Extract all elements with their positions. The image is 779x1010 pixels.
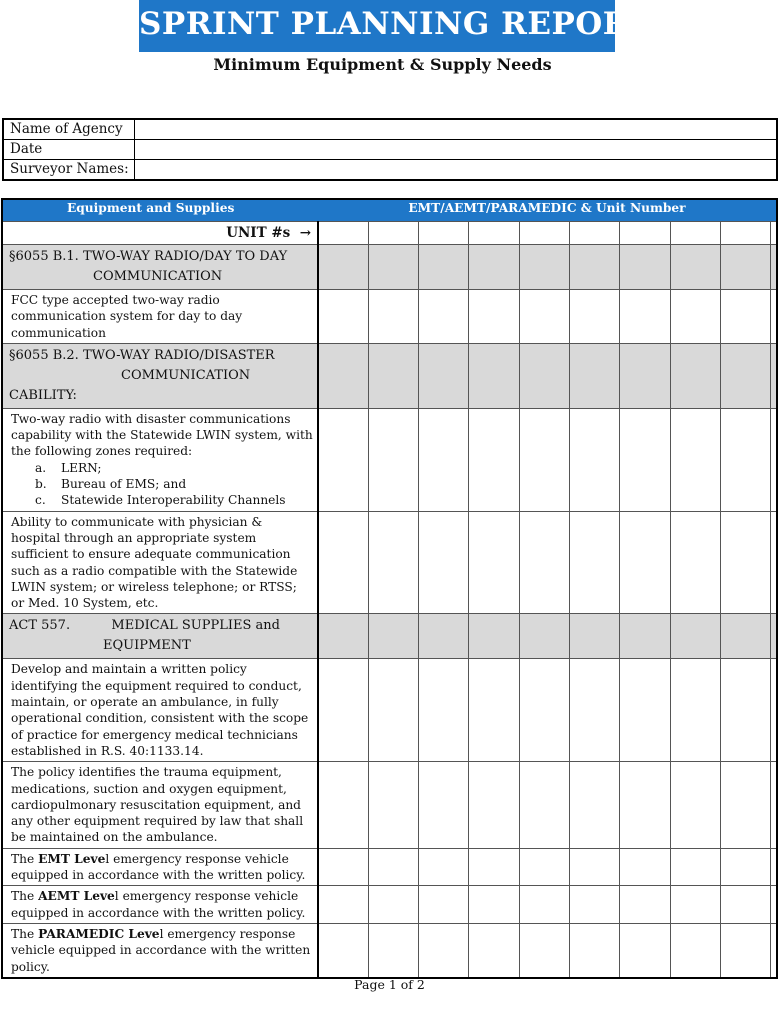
equipment-item — [2, 886, 318, 924]
info-label: Name of Agency — [3, 119, 134, 140]
check-cell[interactable] — [368, 886, 418, 924]
check-cell[interactable] — [569, 245, 619, 290]
check-cell[interactable] — [619, 290, 670, 344]
check-cell[interactable] — [418, 245, 468, 290]
item-text-pre: The — [11, 889, 39, 904]
equipment-item — [2, 923, 318, 977]
check-cell[interactable] — [519, 762, 569, 848]
date-field[interactable] — [134, 140, 777, 160]
check-cell[interactable] — [519, 245, 569, 290]
equipment-item: Develop and maintain a written policy identifying the equipment required to conduct, maintain, or operate an ambulance, in fully operational condition, consistent with the scope of practice for emergency medical technicians established in R.S. 40:1133.14. — [2, 659, 318, 762]
table-row — [2, 848, 777, 886]
check-cell[interactable] — [468, 245, 519, 290]
check-cell[interactable] — [418, 848, 468, 886]
check-cell[interactable] — [368, 408, 418, 511]
check-cell[interactable] — [519, 659, 569, 762]
section-heading-line1: ACT 557. MEDICAL SUPPLIES and — [9, 618, 280, 634]
check-cell[interactable] — [619, 762, 670, 848]
check-cell[interactable] — [368, 659, 418, 762]
item-level-bold: PARAMEDIC Leve — [38, 926, 160, 941]
check-cell[interactable] — [418, 290, 468, 344]
section-heading-line2: EQUIPMENT — [103, 638, 191, 654]
check-cell[interactable] — [720, 923, 770, 977]
section-heading-line2: COMMUNICATION — [93, 269, 223, 284]
check-cell[interactable] — [368, 245, 418, 290]
equipment-item — [2, 408, 318, 511]
check-cell[interactable] — [569, 408, 619, 511]
unit-number-cell[interactable] — [619, 222, 670, 245]
section-heading-line1: §6055 B.1. TWO-WAY RADIO/DAY TO DAY — [9, 249, 288, 264]
check-cell[interactable] — [670, 848, 720, 886]
check-cell[interactable] — [720, 762, 770, 848]
surveyor-names-field[interactable] — [134, 160, 777, 181]
check-cell[interactable] — [468, 614, 519, 659]
check-cell[interactable] — [318, 762, 368, 848]
check-cell[interactable] — [770, 762, 777, 848]
unit-number-cell[interactable] — [368, 222, 418, 245]
check-cell[interactable] — [368, 762, 418, 848]
item-intro: Two-way radio with disaster communications capability with the Statewide LWIN system, with the following zones required: — [11, 411, 313, 459]
unit-number-cell[interactable] — [468, 222, 519, 245]
check-cell[interactable] — [468, 886, 519, 924]
section-row — [2, 245, 777, 290]
check-cell[interactable] — [318, 923, 368, 977]
check-cell[interactable] — [368, 343, 418, 408]
check-cell[interactable] — [318, 290, 368, 344]
check-cell[interactable] — [569, 511, 619, 614]
equipment-item: Ability to communicate with physician & hospital through an appropriate system sufficient to ensure adequate communication such as a radio compatible with the Statewide LWIN system; or wireless telephone; or RTSS; or Med. 10 System, etc. — [2, 511, 318, 614]
unit-number-cell[interactable] — [770, 222, 777, 245]
section-heading-line2: COMMUNICATION CABILITY: — [9, 367, 251, 403]
table-row — [2, 659, 777, 762]
check-cell[interactable] — [468, 511, 519, 614]
check-cell[interactable] — [318, 886, 368, 924]
check-cell[interactable] — [468, 343, 519, 408]
item-text-post: l emergency response vehicle equipped in accordance with the written policy. — [11, 889, 306, 920]
check-cell[interactable] — [318, 245, 368, 290]
table-header-row — [2, 199, 777, 222]
check-cell[interactable] — [468, 659, 519, 762]
item-text-pre: The — [11, 851, 39, 866]
check-cell[interactable] — [318, 614, 368, 659]
check-cell[interactable] — [619, 923, 670, 977]
check-cell[interactable] — [619, 614, 670, 659]
check-cell[interactable] — [318, 408, 368, 511]
check-cell[interactable] — [519, 923, 569, 977]
unit-number-cell[interactable] — [519, 222, 569, 245]
agency-name-field[interactable] — [134, 119, 777, 140]
table-row — [2, 886, 777, 924]
units-label-text: UNIT #s — [226, 225, 291, 241]
check-cell[interactable] — [619, 408, 670, 511]
info-row-agency — [3, 119, 777, 140]
check-cell[interactable] — [619, 245, 670, 290]
check-cell[interactable] — [418, 343, 468, 408]
info-row-date — [3, 140, 777, 160]
zone-marker: c. — [35, 493, 46, 508]
check-cell[interactable] — [770, 245, 777, 290]
check-cell[interactable] — [619, 886, 670, 924]
check-cell[interactable] — [670, 408, 720, 511]
check-cell[interactable] — [569, 848, 619, 886]
check-cell[interactable] — [468, 762, 519, 848]
unit-numbers-row — [2, 222, 777, 245]
check-cell[interactable] — [720, 886, 770, 924]
zone-item — [11, 460, 313, 476]
info-row-surveyors — [3, 160, 777, 181]
check-cell[interactable] — [569, 659, 619, 762]
check-cell[interactable] — [670, 762, 720, 848]
table-row — [2, 290, 777, 344]
check-cell[interactable] — [770, 511, 777, 614]
check-cell[interactable] — [368, 923, 418, 977]
check-cell[interactable] — [519, 614, 569, 659]
equipment-item: FCC type accepted two-way radio communication system for day to day communication — [2, 290, 318, 344]
check-cell[interactable] — [670, 245, 720, 290]
zone-item — [11, 492, 313, 508]
zone-text: Statewide Interoperability Channels — [61, 493, 286, 508]
check-cell[interactable] — [418, 511, 468, 614]
check-cell[interactable] — [720, 408, 770, 511]
check-cell[interactable] — [318, 343, 368, 408]
unit-number-cell[interactable] — [418, 222, 468, 245]
section-heading-line1: §6055 B.2. TWO-WAY RADIO/DISASTER — [9, 347, 275, 363]
report-title: SPRINT PLANNING REPORT — [139, 6, 653, 42]
check-cell[interactable] — [318, 848, 368, 886]
zone-text: LERN; — [61, 460, 102, 475]
check-cell[interactable] — [770, 343, 777, 408]
check-cell[interactable] — [770, 848, 777, 886]
right-arrow-icon: → — [299, 225, 311, 241]
check-cell[interactable] — [418, 923, 468, 977]
zone-text: Bureau of EMS; and — [61, 477, 187, 492]
check-cell[interactable] — [670, 511, 720, 614]
check-cell[interactable] — [418, 659, 468, 762]
info-label: Date — [3, 140, 134, 160]
check-cell[interactable] — [770, 290, 777, 344]
section-row — [2, 614, 777, 659]
check-cell[interactable] — [720, 290, 770, 344]
check-cell[interactable] — [569, 290, 619, 344]
check-cell[interactable] — [670, 290, 720, 344]
unit-number-cell[interactable] — [569, 222, 619, 245]
item-level-bold: EMT Leve — [38, 851, 106, 866]
check-cell[interactable] — [368, 511, 418, 614]
check-cell[interactable] — [670, 659, 720, 762]
equipment-item — [2, 848, 318, 886]
check-cell[interactable] — [519, 886, 569, 924]
page-number: Page 1 of 2 — [354, 977, 425, 992]
check-cell[interactable] — [770, 923, 777, 977]
check-cell[interactable] — [720, 659, 770, 762]
check-cell[interactable] — [368, 848, 418, 886]
agency-info-table — [2, 118, 778, 181]
check-cell[interactable] — [670, 343, 720, 408]
check-cell[interactable] — [569, 762, 619, 848]
check-cell[interactable] — [770, 659, 777, 762]
check-cell[interactable] — [418, 614, 468, 659]
table-row — [2, 408, 777, 511]
check-cell[interactable] — [720, 245, 770, 290]
unit-number-cell[interactable] — [670, 222, 720, 245]
check-cell[interactable] — [519, 848, 569, 886]
check-cell[interactable] — [569, 614, 619, 659]
item-text-post: l emergency response vehicle equipped in accordance with the written policy. — [11, 926, 311, 974]
zone-item — [11, 476, 313, 492]
check-cell[interactable] — [619, 848, 670, 886]
check-cell[interactable] — [720, 614, 770, 659]
table-row — [2, 923, 777, 977]
check-cell[interactable] — [519, 408, 569, 511]
table-row — [2, 762, 777, 848]
check-cell[interactable] — [569, 343, 619, 408]
check-cell[interactable] — [720, 343, 770, 408]
report-subtitle: Minimum Equipment & Supply Needs — [213, 55, 552, 74]
table-row — [2, 511, 777, 614]
check-cell[interactable] — [619, 511, 670, 614]
section-heading — [2, 245, 318, 290]
check-cell[interactable] — [418, 408, 468, 511]
check-cell[interactable] — [468, 923, 519, 977]
check-cell[interactable] — [519, 343, 569, 408]
unit-numbers-label — [2, 222, 318, 245]
check-cell[interactable] — [569, 886, 619, 924]
check-cell[interactable] — [519, 290, 569, 344]
unit-column-header: EMT/AEMT/PARAMEDIC & Unit Number — [318, 199, 777, 222]
equipment-column-header: Equipment and Supplies — [2, 199, 318, 222]
zone-marker: a. — [35, 460, 47, 475]
check-cell[interactable] — [770, 614, 777, 659]
item-text-post: l emergency response vehicle equipped in accordance with the written policy. — [11, 851, 306, 883]
check-cell[interactable] — [368, 614, 418, 659]
check-cell[interactable] — [569, 923, 619, 977]
check-cell[interactable] — [318, 659, 368, 762]
check-cell[interactable] — [468, 290, 519, 344]
check-cell[interactable] — [670, 614, 720, 659]
check-cell[interactable] — [468, 408, 519, 511]
section-heading — [2, 343, 318, 408]
item-text-pre: The — [11, 926, 39, 941]
section-row — [2, 343, 777, 408]
check-cell[interactable] — [670, 923, 720, 977]
zone-marker: b. — [35, 477, 47, 492]
check-cell[interactable] — [318, 511, 368, 614]
equipment-item: The policy identifies the trauma equipment, medications, suction and oxygen equipment, cardiopulmonary resuscitation equipment, and any other equipment required by law that shall be maintained on the ambulance. — [2, 762, 318, 848]
section-heading — [2, 614, 318, 659]
check-cell[interactable] — [418, 886, 468, 924]
check-cell[interactable] — [720, 848, 770, 886]
unit-number-cell[interactable] — [318, 222, 368, 245]
check-cell[interactable] — [619, 659, 670, 762]
check-cell[interactable] — [670, 886, 720, 924]
report-title-banner — [139, 0, 653, 52]
check-cell[interactable] — [418, 762, 468, 848]
check-cell[interactable] — [619, 343, 670, 408]
check-cell[interactable] — [468, 848, 519, 886]
check-cell[interactable] — [770, 886, 777, 924]
check-cell[interactable] — [519, 511, 569, 614]
check-cell[interactable] — [368, 290, 418, 344]
equipment-table — [1, 198, 778, 979]
item-level-bold: AEMT Leve — [38, 889, 115, 904]
info-label: Surveyor Names: — [3, 160, 134, 181]
unit-number-cell[interactable] — [720, 222, 770, 245]
check-cell[interactable] — [720, 511, 770, 614]
check-cell[interactable] — [770, 408, 777, 511]
